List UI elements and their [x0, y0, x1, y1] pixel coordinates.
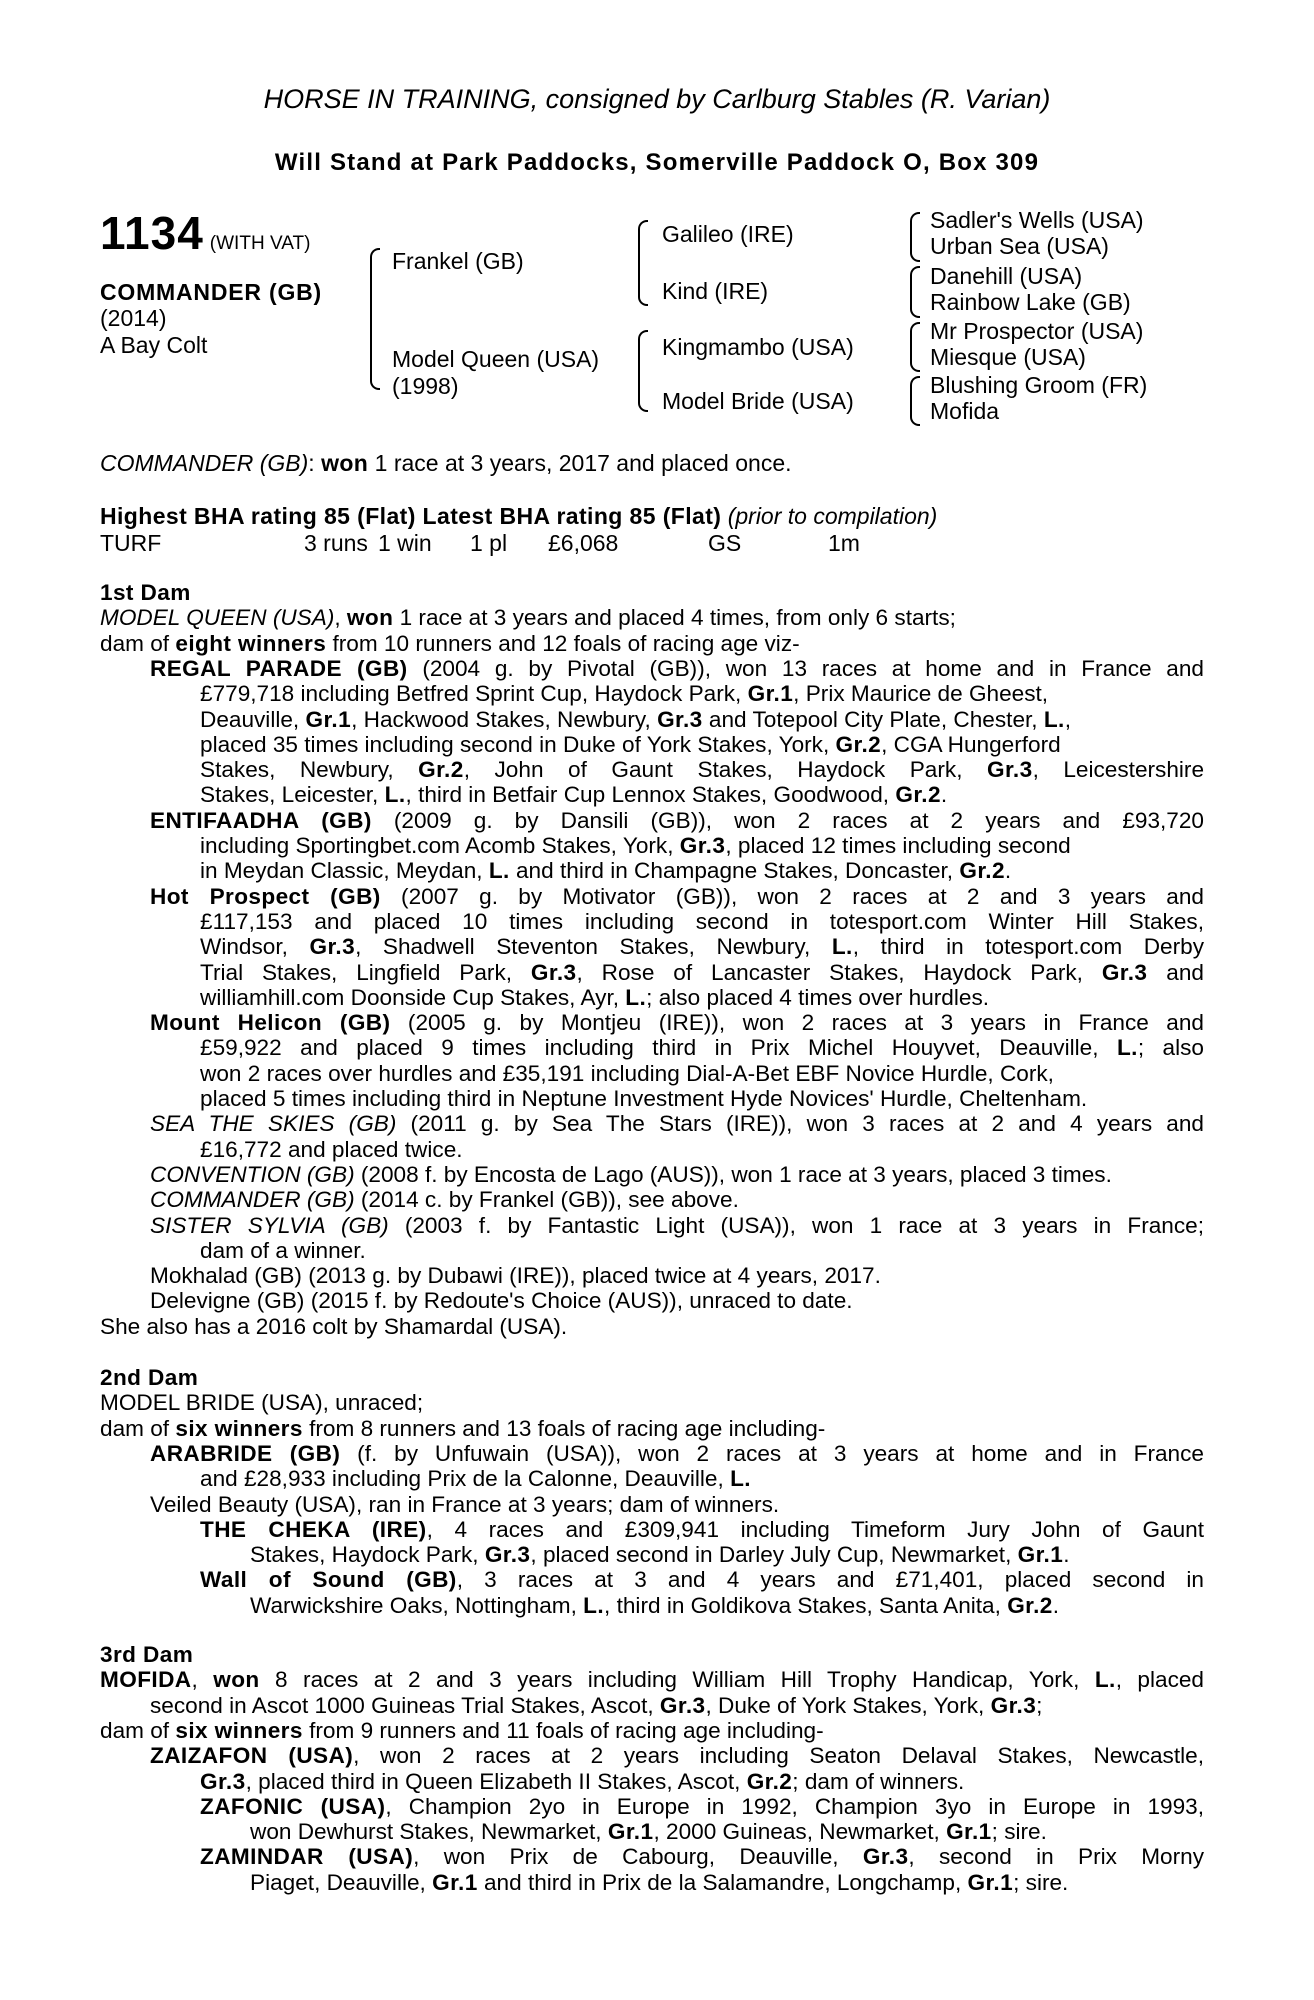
text-segment: , second in Prix Morny — [908, 1844, 1204, 1870]
text-line-d3-l5 — [200, 1769, 964, 1794]
text-segment: Windsor, — [200, 934, 310, 960]
pedigree-brace-sire — [638, 220, 648, 306]
text-segment: L. — [1043, 706, 1065, 732]
text-segment: , placed 12 times including second — [725, 833, 1071, 858]
pedigree-dam-year: (1998) — [392, 373, 459, 399]
text-segment: Gr.3 — [309, 934, 356, 960]
text-segment: L. — [730, 1466, 751, 1492]
text-segment: Gr.3 — [200, 1768, 246, 1794]
text-line-d1-l15 — [200, 960, 1204, 985]
text-segment: 1st Dam — [100, 580, 191, 605]
bha-rating-bold: Highest BHA rating 85 (Flat) Latest BHA rating 85 (Flat) — [100, 503, 722, 529]
text-segment: MODEL QUEEN (USA) — [100, 605, 335, 631]
vat-note: (WITH VAT) — [209, 233, 311, 254]
pedigree-g1: Sadler's Wells (USA) — [930, 207, 1144, 233]
pedigree-brace-dam — [638, 330, 648, 412]
text-segment: , Prix Maurice de Gheest, — [793, 681, 1049, 707]
summary-horse-name: COMMANDER (GB) — [100, 450, 309, 476]
bha-rating-note: (prior to compilation) — [721, 503, 938, 529]
record-going: GS — [708, 530, 742, 556]
race-summary — [100, 450, 792, 477]
text-line-d2-l5 — [150, 1492, 779, 1517]
pedigree-g4: Rainbow Lake (GB) — [930, 289, 1131, 315]
text-segment: (2007 g. by Motivator (GB)), won 2 races at 2 and 3 years and — [380, 883, 1204, 909]
text-line-d3-l4 — [150, 1743, 1204, 1768]
text-segment: Gr.3 — [657, 706, 703, 732]
summary-text-a: : — [308, 450, 322, 476]
text-segment: and — [1147, 959, 1204, 985]
pedigree-sire-dam: Kind (IRE) — [662, 278, 769, 304]
text-line-d1-head — [100, 580, 191, 605]
text-segment: dam of — [100, 1717, 176, 1743]
text-segment: , — [191, 1667, 214, 1693]
pedigree-g3: Danehill (USA) — [930, 263, 1083, 289]
pedigree-brace-g4 — [910, 376, 920, 426]
pedigree-g5: Mr Prospector (USA) — [930, 318, 1144, 344]
record-runs: 3 runs — [304, 530, 368, 556]
text-line-d1-l20 — [200, 1086, 1087, 1111]
text-segment: from 8 runners and 13 foals of racing age including- — [302, 1415, 826, 1441]
text-segment: ; also — [1137, 1035, 1204, 1061]
text-segment: , Rose of Lancaster Stakes, Haydock Park, — [576, 959, 1102, 985]
text-segment: , Duke of York Stakes, York, — [705, 1692, 991, 1718]
text-line-d1-l3 — [150, 656, 1204, 681]
text-segment: Warwickshire Oaks, Nottingham, — [250, 1592, 584, 1618]
text-line-d3-l3 — [100, 1718, 824, 1743]
text-segment: Gr.3 — [862, 1844, 909, 1870]
text-segment: and Totepool City Plate, Chester, — [702, 706, 1044, 732]
text-segment: Gr.3 — [679, 833, 726, 858]
horse-description: A Bay Colt — [100, 332, 208, 358]
pedigree-g8: Mofida — [930, 398, 1000, 424]
text-segment: won — [346, 605, 394, 631]
text-segment: , Hackwood Stakes, Newbury, — [351, 706, 658, 732]
text-segment: L. — [384, 782, 406, 808]
text-segment: (2011 g. by Sea The Stars (IRE)), won 3 races at 2 and 4 years and — [396, 1111, 1204, 1137]
lot-number-value: 1134 — [100, 207, 204, 259]
text-segment: ZAIZAFON (USA) — [150, 1743, 354, 1769]
text-line-d3-l6 — [200, 1794, 1204, 1819]
text-segment: Wall of Sound (GB) — [200, 1567, 457, 1593]
text-segment: COMMANDER (GB) — [150, 1187, 355, 1213]
text-segment: , placed second in Darley July Cup, Newmarket, — [530, 1542, 1018, 1568]
text-segment: , won Prix de Cabourg, Deauville, — [413, 1844, 863, 1870]
text-line-d1-l13 — [200, 909, 1204, 934]
text-segment: 3rd Dam — [100, 1642, 194, 1667]
text-segment: dam of — [100, 630, 176, 656]
text-segment: including Sportingbet.com Acomb Stakes, York, — [200, 833, 680, 858]
text-line-d2-l9 — [250, 1593, 1059, 1618]
text-segment: and third in Prix de la Salamandre, Longchamp, — [477, 1869, 968, 1895]
text-segment: £779,718 including Betfred Sprint Cup, Haydock Park, — [200, 681, 748, 707]
text-segment: and £28,933 including Prix de la Calonne, Deauville, — [200, 1466, 731, 1492]
text-line-d1-l9 — [150, 808, 1204, 833]
text-segment: £117,153 and placed 10 times including second in totesport.com Winter Hill Stakes, — [200, 908, 1204, 934]
text-segment: Gr.3 — [659, 1692, 706, 1718]
text-segment: won — [213, 1667, 260, 1693]
consignment-heading: HORSE IN TRAINING, consigned by Carlburg Stables (R. Varian) — [263, 84, 1051, 114]
text-segment: Gr.2 — [418, 757, 464, 783]
text-segment: six winners — [175, 1415, 303, 1441]
text-line-d1-l22 — [200, 1137, 463, 1162]
text-line-d3-l2 — [150, 1693, 1042, 1718]
horse-name: COMMANDER (GB) — [100, 279, 323, 305]
text-segment: Gr.3 — [530, 959, 577, 985]
text-segment: SEA THE SKIES (GB) — [150, 1111, 397, 1137]
summary-text-b: 1 race at 3 years, 2017 and placed once. — [368, 450, 792, 476]
text-segment: Gr.3 — [990, 1692, 1037, 1718]
pedigree-brace-g3 — [910, 322, 920, 372]
pedigree-brace-main — [370, 248, 380, 390]
pedigree-g2: Urban Sea (USA) — [930, 233, 1109, 259]
text-segment: (2005 g. by Montjeu (IRE)), won 2 races at 3 years in France and — [390, 1010, 1204, 1036]
text-line-d1-l7 — [200, 757, 1204, 782]
text-line-d3-l9 — [250, 1870, 1068, 1895]
text-segment: , 4 races and £309,941 including Timeform Jury John of Gaunt — [426, 1516, 1204, 1542]
text-segment: dam of a winner. — [200, 1237, 366, 1263]
text-segment: ENTIFAADHA (GB) — [150, 807, 372, 833]
text-segment: won 2 races over hurdles and £35,191 including Dial-A-Bet EBF Novice Hurdle, Cork, — [200, 1060, 1054, 1086]
pedigree-dam-dam: Model Bride (USA) — [662, 388, 854, 414]
text-segment: (2009 g. by Dansili (GB)), won 2 races at 2 years and £93,720 — [371, 807, 1204, 833]
text-segment: ZAFONIC (USA) — [200, 1793, 386, 1819]
text-segment: Deauville, — [200, 706, 306, 732]
text-segment: won Dewhurst Stakes, Newmarket, — [250, 1819, 608, 1845]
text-segment: Gr.1 — [432, 1869, 478, 1895]
text-segment: , third in totesport.com Derby — [852, 934, 1204, 960]
record-surface: TURF — [100, 530, 162, 556]
text-segment: Mount Helicon (GB) — [150, 1010, 391, 1036]
text-segment: Gr.3 — [484, 1542, 531, 1568]
text-line-d1-l8 — [200, 782, 947, 807]
text-segment: ZAMINDAR (USA) — [200, 1844, 414, 1870]
text-segment: Gr.2 — [746, 1768, 793, 1794]
record-distance: 1m — [828, 530, 860, 556]
text-segment: 1 race at 3 years and placed 4 times, from only 6 starts; — [393, 605, 956, 631]
text-line-d1-l16 — [200, 985, 989, 1010]
text-segment: Gr.1 — [747, 681, 794, 707]
text-line-d1-l2 — [100, 631, 800, 656]
text-segment: Gr.1 — [305, 706, 352, 732]
text-segment: ; — [1036, 1692, 1043, 1718]
text-segment: Gr.3 — [1101, 959, 1148, 985]
text-segment: Gr.2 — [835, 731, 882, 757]
text-segment: L. — [1094, 1667, 1116, 1693]
text-line-d2-l3 — [150, 1441, 1204, 1466]
text-segment: (f. by Unfuwain (USA)), won 2 races at 3 years at home and in France — [340, 1440, 1204, 1466]
text-segment: , placed — [1115, 1667, 1204, 1693]
text-segment: 8 races at 2 and 3 years including William Hill Trophy Handicap, York, — [259, 1667, 1095, 1693]
text-line-d1-l11 — [200, 858, 1011, 883]
text-segment: MODEL BRIDE (USA), unraced; — [100, 1390, 424, 1416]
text-segment: , Shadwell Steventon Stakes, Newbury, — [355, 934, 832, 960]
pedigree-sire-sire: Galileo (IRE) — [662, 221, 794, 247]
text-line-d3-l8 — [200, 1844, 1204, 1869]
text-line-d1-l25 — [150, 1213, 1204, 1238]
text-segment: eight winners — [175, 630, 327, 656]
text-segment: Veiled Beauty (USA), ran in France at 3 years; dam of winners. — [150, 1491, 780, 1517]
text-segment: (2014 c. by Frankel (GB)), see above. — [354, 1187, 739, 1213]
text-line-d2-head — [100, 1365, 198, 1390]
text-line-d1-l21 — [150, 1111, 1204, 1136]
text-segment: Gr.2 — [1007, 1592, 1053, 1618]
bha-rating — [100, 503, 937, 530]
text-line-d1-l10 — [200, 833, 1071, 858]
text-segment: Gr.2 — [895, 782, 941, 808]
pedigree-g6: Miesque (USA) — [930, 344, 1086, 370]
text-segment: . — [1004, 858, 1012, 884]
text-segment: Trial Stakes, Lingfield Park, — [200, 959, 531, 985]
text-segment: , — [1064, 706, 1072, 732]
text-line-d1-l17 — [150, 1010, 1204, 1035]
text-segment: , 3 races at 3 and 4 years and £71,401, placed second in — [456, 1567, 1204, 1593]
text-line-d2-l8 — [200, 1567, 1204, 1592]
text-segment: , CGA Hungerford — [881, 731, 1061, 757]
text-line-d1-l19 — [200, 1061, 1054, 1086]
text-segment: Stakes, Haydock Park, — [250, 1542, 485, 1568]
text-segment: Gr.1 — [1017, 1542, 1064, 1568]
text-segment: Piaget, Deauville, — [250, 1869, 433, 1895]
text-segment: , Champion 2yo in Europe in 1992, Champion 3yo in Europe in 1993, — [385, 1793, 1204, 1819]
text-segment: ; also placed 4 times over hurdles. — [646, 984, 990, 1010]
record-win: 1 win — [378, 530, 432, 556]
text-segment: CONVENTION (GB) — [150, 1161, 355, 1187]
text-segment: Gr.3 — [986, 757, 1033, 783]
text-line-d1-l23 — [150, 1162, 1112, 1187]
text-segment: Gr.1 — [607, 1819, 654, 1845]
text-segment: , won 2 races at 2 years including Seaton Delaval Stakes, Newcastle, — [353, 1743, 1204, 1769]
text-line-d1-l14 — [200, 934, 1204, 959]
text-line-d3-l1 — [100, 1667, 1204, 1692]
text-segment: , 2000 Guineas, Newmarket, — [653, 1819, 947, 1845]
pedigree-dam: Model Queen (USA) — [392, 346, 600, 372]
text-segment: ARABRIDE (GB) — [150, 1440, 341, 1466]
text-line-d2-l7 — [250, 1542, 1070, 1567]
text-segment: L. — [625, 984, 647, 1010]
stable-location: Will Stand at Park Paddocks, Somerville Paddock O, Box 309 — [274, 149, 1040, 176]
text-segment: L. — [583, 1592, 605, 1618]
text-segment: £16,772 and placed twice. — [200, 1136, 463, 1162]
text-segment: Gr.1 — [967, 1869, 1014, 1895]
text-segment: ; sire. — [991, 1819, 1047, 1845]
text-segment: Gr.2 — [959, 858, 1005, 884]
text-segment: Stakes, Leicester, — [200, 782, 385, 808]
text-line-d1-l12 — [150, 884, 1204, 909]
text-segment: . — [1063, 1542, 1070, 1568]
text-segment: . — [940, 782, 948, 808]
text-line-d1-l1 — [100, 605, 956, 630]
text-line-d3-head — [100, 1642, 193, 1667]
pedigree-brace-g1 — [910, 212, 920, 262]
text-segment: Mokhalad (GB) (2013 g. by Dubawi (IRE)), placed twice at 4 years, 2017. — [150, 1263, 881, 1289]
text-segment: , placed third in Queen Elizabeth II Stakes, Ascot, — [245, 1768, 747, 1794]
text-segment: REGAL PARADE (GB) — [150, 655, 408, 681]
text-line-d2-l1 — [100, 1390, 423, 1415]
text-segment: She also has a 2016 colt by Shamardal (USA). — [100, 1313, 568, 1339]
text-segment: , Leicestershire — [1032, 757, 1204, 783]
text-segment: placed 35 times including second in Duke of York Stakes, York, — [200, 731, 836, 757]
text-line-d3-l7 — [250, 1819, 1047, 1844]
text-line-d2-l2 — [100, 1416, 825, 1441]
text-segment: dam of — [100, 1415, 176, 1441]
text-segment: L. — [1116, 1035, 1138, 1061]
text-segment: , John of Gaunt Stakes, Haydock Park, — [463, 757, 987, 783]
text-segment: six winners — [175, 1717, 303, 1743]
text-segment: placed 5 times including third in Neptune Investment Hyde Novices' Hurdle, Cheltenham. — [200, 1086, 1088, 1111]
text-segment: . — [1052, 1592, 1060, 1618]
text-segment: Delevigne (GB) (2015 f. by Redoute's Choice (AUS)), unraced to date. — [150, 1288, 853, 1314]
pedigree-dam-sire: Kingmambo (USA) — [662, 334, 854, 360]
text-line-d1-l4 — [200, 681, 1048, 706]
summary-won: won — [321, 450, 369, 476]
text-segment: Hot Prospect (GB) — [150, 883, 381, 909]
pedigree-sire: Frankel (GB) — [392, 248, 524, 274]
text-segment: L. — [488, 858, 510, 884]
record-prize-money: £6,068 — [548, 530, 619, 556]
text-segment: Gr.1 — [946, 1819, 992, 1845]
text-segment: ; sire. — [1013, 1869, 1069, 1895]
text-segment: , third in Goldikova Stakes, Santa Anita, — [604, 1592, 1008, 1618]
text-line-d1-l27 — [150, 1263, 881, 1288]
text-segment: THE CHEKA (IRE) — [200, 1516, 427, 1542]
text-segment: MOFIDA — [100, 1667, 192, 1693]
text-segment: SISTER SYLVIA (GB) — [150, 1212, 389, 1238]
text-segment: in Meydan Classic, Meydan, — [200, 858, 489, 884]
text-segment: ; dam of winners. — [792, 1768, 965, 1794]
text-line-d1-l26 — [200, 1238, 366, 1263]
lot-number — [100, 206, 310, 260]
pedigree-g7: Blushing Groom (FR) — [930, 372, 1148, 398]
pedigree-brace-g2 — [910, 266, 920, 318]
text-segment: williamhill.com Doonside Cup Stakes, Ayr, — [200, 984, 626, 1010]
text-line-d1-l5 — [200, 707, 1071, 732]
text-segment: (2008 f. by Encosta de Lago (AUS)), won 1 race at 3 years, placed 3 times. — [354, 1161, 1112, 1187]
text-line-d2-l6 — [200, 1517, 1204, 1542]
text-line-d1-l18 — [200, 1035, 1204, 1060]
record-placed: 1 pl — [470, 530, 508, 556]
text-segment: £59,922 and placed 9 times including third in Prix Michel Houyvet, Deauville, — [200, 1035, 1117, 1061]
text-segment: (2003 f. by Fantastic Light (USA)), won 1 race at 3 years in France; — [388, 1212, 1204, 1238]
text-line-d1-l28 — [150, 1288, 853, 1313]
text-segment: second in Ascot 1000 Guineas Trial Stakes, Ascot, — [150, 1692, 660, 1718]
text-segment: from 10 runners and 12 foals of racing age viz- — [326, 630, 800, 656]
text-line-d1-l24 — [150, 1187, 739, 1212]
text-line-d2-l4 — [200, 1466, 751, 1491]
text-segment: (2004 g. by Pivotal (GB)), won 13 races at home and in France and — [407, 655, 1204, 681]
text-line-d1-l29 — [100, 1314, 567, 1339]
text-segment: and third in Champagne Stakes, Doncaster, — [509, 858, 960, 884]
text-line-d1-l6 — [200, 732, 1061, 757]
foaling-year: (2014) — [100, 305, 167, 331]
text-segment: from 9 runners and 11 foals of racing age including- — [302, 1717, 824, 1743]
text-segment: , third in Betfair Cup Lennox Stakes, Goodwood, — [405, 782, 896, 808]
text-segment: Stakes, Newbury, — [200, 757, 419, 783]
text-segment: 2nd Dam — [100, 1365, 199, 1390]
text-segment: L. — [831, 934, 853, 960]
text-segment: , — [334, 605, 347, 631]
